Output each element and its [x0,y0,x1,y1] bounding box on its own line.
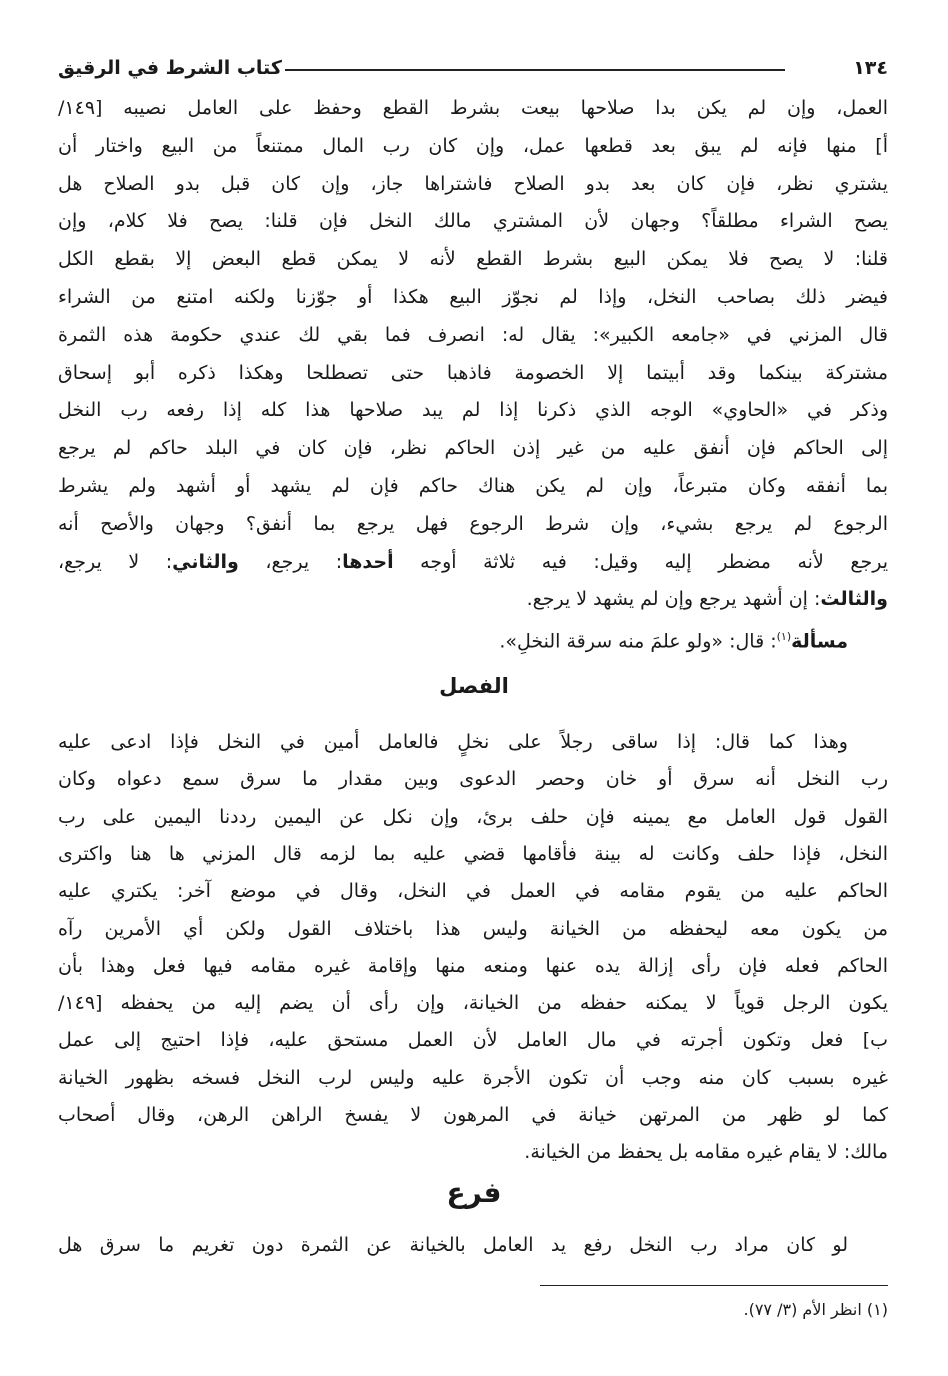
footnote-rule [540,1285,888,1286]
text-line: يشتري نظر، فإن كان بعد بدو الصلاح فاشتراها جاز، وإن كان قبل بدو الصلاح هل [58,172,888,195]
masala-label: مسألة [791,630,848,653]
masala-text: : قال: «ولو علمَ منه سرقة النخلِ». [499,630,777,653]
text-line: من يكون معه ليحفظه من الخيانة وليس هذا باختلاف القول ولكن أي الأمرين رآه [58,917,888,940]
bold-term: والثالث [820,588,888,611]
footnote-ref: (١) [776,630,792,643]
text-line: إلى الحاكم فإن أنفق عليه من غير إذن الحاكم نظر، فإن كان في البلد حاكم لم يرجع [58,437,888,460]
text-line: وهذا كما قال: إذا ساقى رجلاً على نخلٍ فالعامل أمين في النخل فإذا ادعى عليه [58,731,848,753]
text-segment: يرجع لأنه مضطر إليه وقيل: فيه ثلاثة أوجه [393,550,888,573]
text-line: مالك: لا يقام غيره مقامه بل يحفظ من الخيانة. [524,1141,888,1164]
text-line: مشتركة بينكما وقد أبيتما إلا الخصومة فاذهبا حتى تصطلحا وهكذا ذكره أبو إسحاق [58,361,888,384]
text-line: الحاكم فعله فإن رأى إزالة يده عنها ومنعه منها وإقامة غيره مقامه فيها فعل وهذا بأن [58,954,888,977]
text-line: النخل، فإذا حلف وكانت له بينة فأقامها قضي عليه بما لزمه قال المزني ها هنا واكترى [58,842,888,865]
text-line: الرجوع لم يرجع بشيء، وإن شرط الرجوع فهل يرجع بما أنفق؟ وجهان والأصح أنه [58,512,888,535]
text-segment: : لا يرجع، [58,550,173,573]
masala-line [58,618,888,655]
page-number: ١٣٤ [853,57,888,79]
section-heading-far: فرع [446,1176,502,1209]
text-line: كما لو ظهر من المرتهن خيانة في المرهون لا يفسخ الراهن الرهن، وقال أصحاب [58,1104,888,1126]
bold-term: أحدها [342,550,394,573]
text-line: بما أنفقه وكان متبرعاً، وإن لم يكن هناك حاكم فإن لم يشهد أو أشهد ولم يشرط [58,475,888,497]
text-line: أ] منها فإنه لم يبق بعد قطعها عمل، وإن كان رب المال ممتنعاً من البيع واختار أن [58,134,888,157]
text-line: يصح الشراء مطلقاً؟ وجهان لأن المشتري مالك النخل فإن قلنا: يصح فلا كلام، وإن [58,210,888,233]
text-line [58,544,888,581]
footnote: (١) انظر الأم (٣/ ٧٧). [743,1300,888,1319]
running-title: كتاب الشرط في الرقيق [58,57,282,79]
text-segment: : يرجع، [238,550,343,573]
text-line: قال المزني في «جامعه الكبير»: يقال له: انصرف فما بقي لك عندي حكومة هذه الثمرة [58,323,888,346]
text-line: غيره بسبب كان منه وجب أن تكون الأجرة عليه وليس لرب النخل فسخه بظهور الخيانة [58,1066,888,1089]
text-line: القول قول العامل مع يمينه فإن حلف برئ، وإن نكل عن اليمين رددنا اليمين على رب [58,805,888,828]
text-line: ب] فعل وتكون أجرته في مال العامل لأن العمل مستحق عليه، فإذا احتيج إلى عمل [58,1029,888,1052]
text-line [58,581,888,618]
text-line: يكون الرجل قوياً لا يمكنه حفظه من الخيانة، وإن رأى أن يضم إليه من يحفظه [١٤٩/ [58,992,888,1015]
text-line: فيضر ذلك بصاحب النخل، وإذا لم نجوّز البيع هكذا أو جوّزنا ولكنه امتنع من الشراء [58,286,888,308]
text-line: وذكر في «الحاوي» الوجه الذي ذكرنا إذا لم يبد صلاحها هذا كله إذا رفعه رب النخل [58,399,888,422]
text-line: لو كان مراد رب النخل رفع يد العامل بالخيانة عن الثمرة دون تغريم ما سرق هل [58,1234,848,1256]
header-rule [285,69,785,71]
section-heading-fasl: الفصل [439,674,509,698]
text-line: رب النخل أنه سرق أو خان وحصر الدعوى وبين مقدار ما سرق سمع دعواه وكان [58,768,888,791]
text-segment: : إن أشهد يرجع وإن لم يشهد لا يرجع. [526,588,821,611]
bold-term: والثاني [172,550,239,573]
text-line: العمل، وإن لم يكن بدا صلاحها بيعت بشرط القطع وحفظ على العامل نصيبه [١٤٩/ [58,97,888,119]
text-line: الحاكم عليه من يقوم مقامه في العمل في النخل، وقال في موضع آخر: يكتري عليه [58,880,888,903]
text-line: قلنا: لا يصح فلا يمكن البيع بشرط القطع لأنه لا يمكن قطع البعض إلا بقطع الكل [58,248,888,271]
